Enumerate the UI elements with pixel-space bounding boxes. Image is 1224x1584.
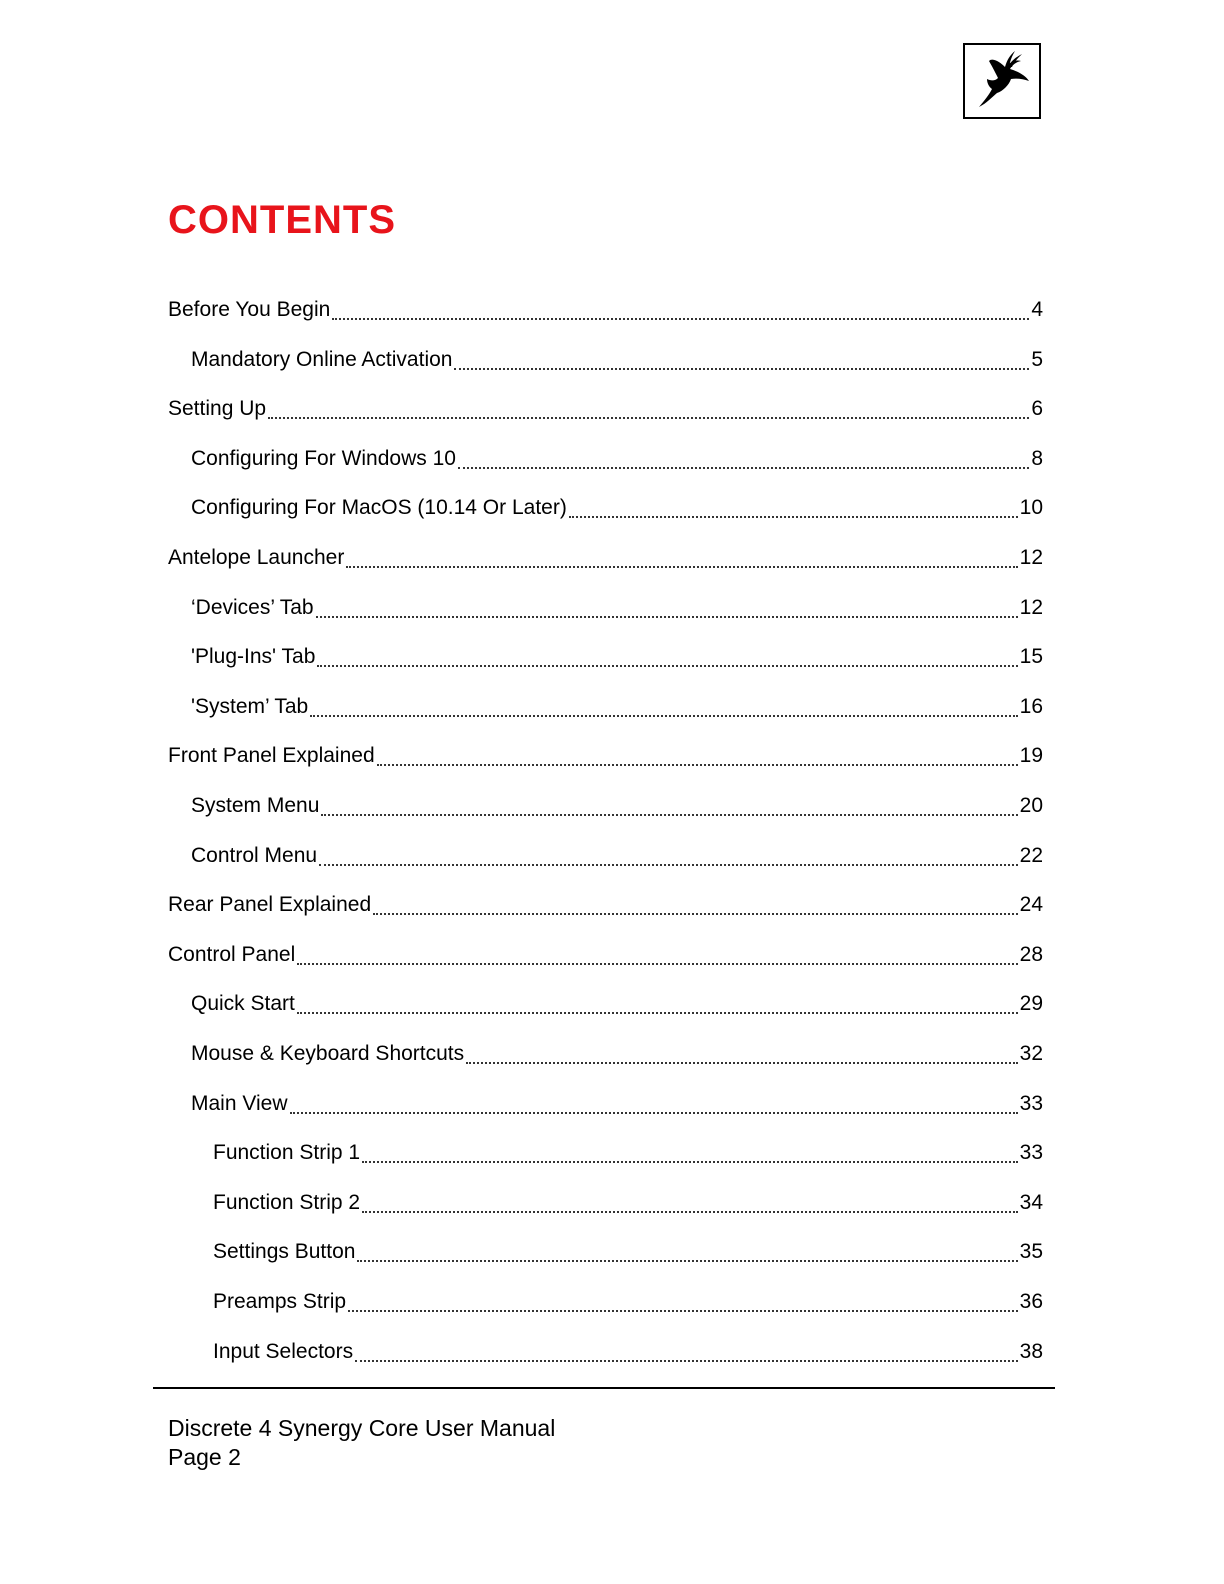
page-footer (168, 1414, 555, 1472)
toc-dot-leader (297, 963, 1017, 965)
toc-entry-title: Configuring For Windows 10 (191, 446, 456, 470)
toc-entry[interactable] (168, 543, 1043, 573)
toc-dot-leader (373, 913, 1018, 915)
toc-dot-leader (317, 665, 1017, 667)
toc-entry-page: 19 (1019, 744, 1043, 768)
toc-entry-title: Mouse & Keyboard Shortcuts (191, 1042, 465, 1065)
toc-entry-title: Before You Begin (168, 298, 331, 321)
toc-entry-title: Control Menu (191, 843, 318, 867)
contents-heading: CONTENTS (168, 198, 396, 242)
toc-dot-leader (310, 715, 1017, 717)
toc-entry-page: 8 (1031, 446, 1043, 470)
toc-entry-page: 16 (1019, 694, 1043, 718)
toc-dot-leader (466, 1062, 1017, 1064)
toc-entry-page: 22 (1019, 843, 1043, 867)
toc-entry-title: Settings Button (213, 1240, 356, 1264)
toc-entry[interactable] (168, 940, 1043, 970)
toc-entry[interactable] (213, 1287, 1043, 1317)
footer-divider (153, 1387, 1055, 1389)
toc-entry[interactable] (191, 593, 1043, 623)
toc-dot-leader (297, 1012, 1018, 1014)
footer-page-number: Page 2 (168, 1444, 241, 1470)
toc-entry-title: 'System’ Tab (191, 694, 309, 718)
toc-entry-page: 28 (1019, 942, 1043, 966)
toc-dot-leader (348, 1310, 1018, 1312)
toc-dot-leader (377, 764, 1018, 766)
toc-dot-leader (362, 1211, 1018, 1213)
toc-entry-page: 34 (1019, 1190, 1043, 1214)
toc-entry[interactable] (191, 1089, 1043, 1119)
toc-entry-page: 33 (1019, 1141, 1043, 1165)
toc-entry[interactable] (191, 493, 1043, 523)
toc-entry-title: Rear Panel Explained (168, 893, 372, 917)
footer-manual-title: Discrete 4 Synergy Core User Manual (168, 1415, 556, 1441)
toc-entry-title: System Menu (191, 794, 320, 817)
toc-entry[interactable] (213, 1138, 1043, 1168)
toc-entry-page: 29 (1019, 992, 1043, 1016)
toc-dot-leader (355, 1360, 1018, 1362)
toc-dot-leader (454, 368, 1029, 370)
toc-entry-page: 36 (1019, 1290, 1043, 1313)
toc-entry-page: 33 (1019, 1091, 1043, 1115)
toc-entry-title: Input Selectors (213, 1339, 354, 1363)
toc-dot-leader (362, 1161, 1018, 1163)
toc-entry-page: 24 (1019, 893, 1043, 917)
toc-entry-page: 5 (1031, 347, 1043, 371)
toc-entry[interactable] (213, 1188, 1043, 1218)
toc-entry-title: Preamps Strip (213, 1290, 347, 1313)
toc-entry[interactable] (168, 890, 1043, 920)
toc-entry-title: Quick Start (191, 992, 295, 1016)
toc-entry[interactable] (168, 295, 1043, 325)
toc-entry[interactable] (213, 1337, 1043, 1367)
toc-entry-page: 20 (1019, 794, 1043, 817)
toc-dot-leader (332, 318, 1029, 320)
toc-dot-leader (319, 864, 1018, 866)
toc-dot-leader (268, 417, 1029, 419)
toc-entry[interactable] (191, 841, 1043, 871)
toc-entry[interactable] (168, 394, 1043, 424)
toc-entry[interactable] (191, 642, 1043, 672)
toc-dot-leader (290, 1112, 1018, 1114)
toc-entry-title: Front Panel Explained (168, 744, 375, 768)
toc-entry[interactable] (191, 1039, 1043, 1069)
toc-entry[interactable] (213, 1237, 1043, 1267)
toc-entry[interactable] (191, 692, 1043, 722)
toc-dot-leader (357, 1260, 1017, 1262)
toc-entry-page: 12 (1019, 595, 1043, 619)
toc-entry-title: Function Strip 1 (213, 1141, 361, 1165)
toc-entry[interactable] (191, 444, 1043, 474)
toc-entry-title: Main View (191, 1091, 288, 1115)
toc-entry-page: 12 (1019, 546, 1043, 569)
toc-entry-title: Mandatory Online Activation (191, 347, 453, 371)
toc-entry[interactable] (168, 741, 1043, 771)
toc-entry-page: 4 (1031, 298, 1043, 321)
toc-entry-page: 32 (1019, 1042, 1043, 1065)
toc-dot-leader (458, 467, 1029, 469)
toc-entry-title: Configuring For MacOS (10.14 Or Later) (191, 496, 567, 520)
toc-entry-title: Setting Up (168, 397, 267, 421)
toc-entry-title: Control Panel (168, 942, 296, 966)
toc-entry-page: 15 (1019, 645, 1043, 669)
toc-dot-leader (321, 814, 1017, 816)
toc-entry[interactable] (191, 989, 1043, 1019)
toc-entry-title: Antelope Launcher (168, 546, 345, 569)
toc-entry-title: ‘Devices’ Tab (191, 595, 314, 619)
toc-entry-title: Function Strip 2 (213, 1190, 361, 1214)
toc-entry-page: 38 (1019, 1339, 1043, 1363)
toc-dot-leader (569, 516, 1018, 518)
toc-entry-page: 6 (1031, 397, 1043, 421)
toc-entry-page: 35 (1019, 1240, 1043, 1264)
toc-entry[interactable] (191, 345, 1043, 375)
toc-dot-leader (346, 566, 1017, 568)
toc-entry-page: 10 (1019, 496, 1043, 520)
toc-entry[interactable] (191, 791, 1043, 821)
toc-dot-leader (316, 616, 1018, 618)
toc-entry-title: 'Plug-Ins' Tab (191, 645, 316, 669)
